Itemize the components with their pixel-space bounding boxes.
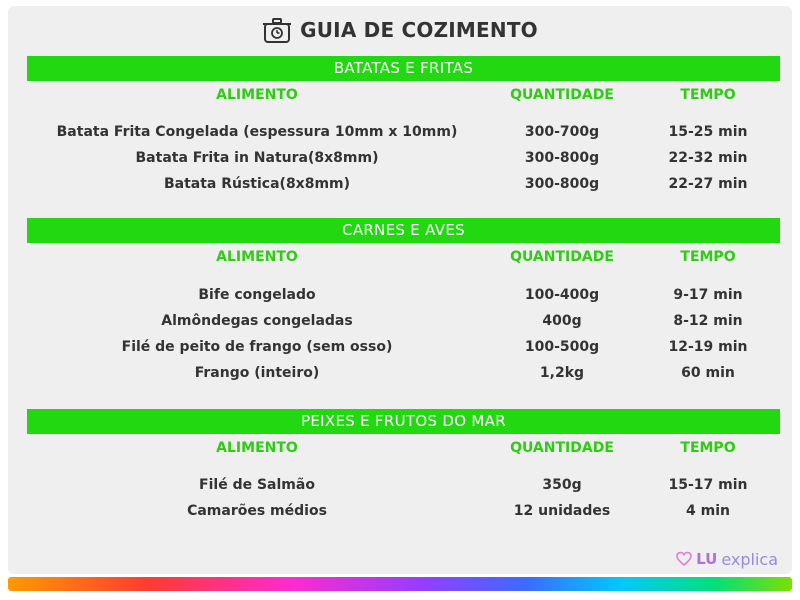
quantity-cell: 100-500g xyxy=(524,339,600,355)
brand-explica: explica xyxy=(721,549,778,569)
table-row xyxy=(0,336,800,358)
time-cell: 8-12 min xyxy=(673,313,743,329)
col-head-quantity: QUANTIDADE xyxy=(510,249,614,265)
rainbow-footer-bar xyxy=(8,577,792,591)
quantity-cell: 300-800g xyxy=(524,176,600,192)
time-cell: 22-32 min xyxy=(668,150,748,166)
table-row xyxy=(0,147,800,169)
food-cell: Batata Frita in Natura(8x8mm) xyxy=(135,150,379,166)
food-cell: Batata Frita Congelada (espessura 10mm x 10mm) xyxy=(56,124,458,140)
food-cell: Frango (inteiro) xyxy=(194,365,320,381)
section-bar-seafood: PEIXES E FRUTOS DO MAR xyxy=(27,409,780,434)
food-cell: Camarões médios xyxy=(187,503,327,519)
quantity-cell: 100-400g xyxy=(524,287,600,303)
page-title: GUIA DE COZIMENTO xyxy=(300,18,538,42)
time-cell: 4 min xyxy=(686,503,730,519)
quantity-cell: 350g xyxy=(542,477,582,493)
table-row xyxy=(0,284,800,306)
quantity-cell: 400g xyxy=(542,313,582,329)
quantity-cell: 300-800g xyxy=(524,150,600,166)
col-head-time: TEMPO xyxy=(680,87,736,103)
section-bar-meats: CARNES E AVES xyxy=(27,218,780,243)
quantity-cell: 12 unidades xyxy=(513,503,611,519)
time-cell: 15-25 min xyxy=(668,124,748,140)
table-row xyxy=(0,121,800,143)
time-cell: 60 min xyxy=(681,365,735,381)
col-head-food: ALIMENTO xyxy=(216,87,298,103)
col-head-quantity: QUANTIDADE xyxy=(510,440,614,456)
quantity-cell: 300-700g xyxy=(524,124,600,140)
brand-lu: LU xyxy=(696,550,718,568)
col-head-time: TEMPO xyxy=(680,249,736,265)
col-head-quantity: QUANTIDADE xyxy=(510,87,614,103)
time-cell: 12-19 min xyxy=(668,339,748,355)
heart-chat-icon xyxy=(676,551,692,567)
cooking-pot-timer-icon xyxy=(262,15,292,45)
food-cell: Bife congelado xyxy=(198,287,316,303)
table-row xyxy=(0,500,800,522)
table-row xyxy=(0,173,800,195)
table-row xyxy=(0,310,800,332)
guide-header xyxy=(0,14,800,46)
food-cell: Filé de peito de frango (sem osso) xyxy=(121,339,393,355)
food-cell: Batata Rústica(8x8mm) xyxy=(163,176,351,192)
col-head-time: TEMPO xyxy=(680,440,736,456)
section-bar-fries: BATATAS E FRITAS xyxy=(27,56,780,81)
table-row xyxy=(0,474,800,496)
col-head-food: ALIMENTO xyxy=(216,249,298,265)
time-cell: 22-27 min xyxy=(668,176,748,192)
table-row xyxy=(0,362,800,384)
brand-logo xyxy=(676,547,778,571)
quantity-cell: 1,2kg xyxy=(539,365,585,381)
col-head-food: ALIMENTO xyxy=(216,440,298,456)
time-cell: 15-17 min xyxy=(668,477,748,493)
food-cell: Filé de Salmão xyxy=(199,477,315,493)
food-cell: Almôndegas congeladas xyxy=(161,313,353,329)
time-cell: 9-17 min xyxy=(673,287,743,303)
